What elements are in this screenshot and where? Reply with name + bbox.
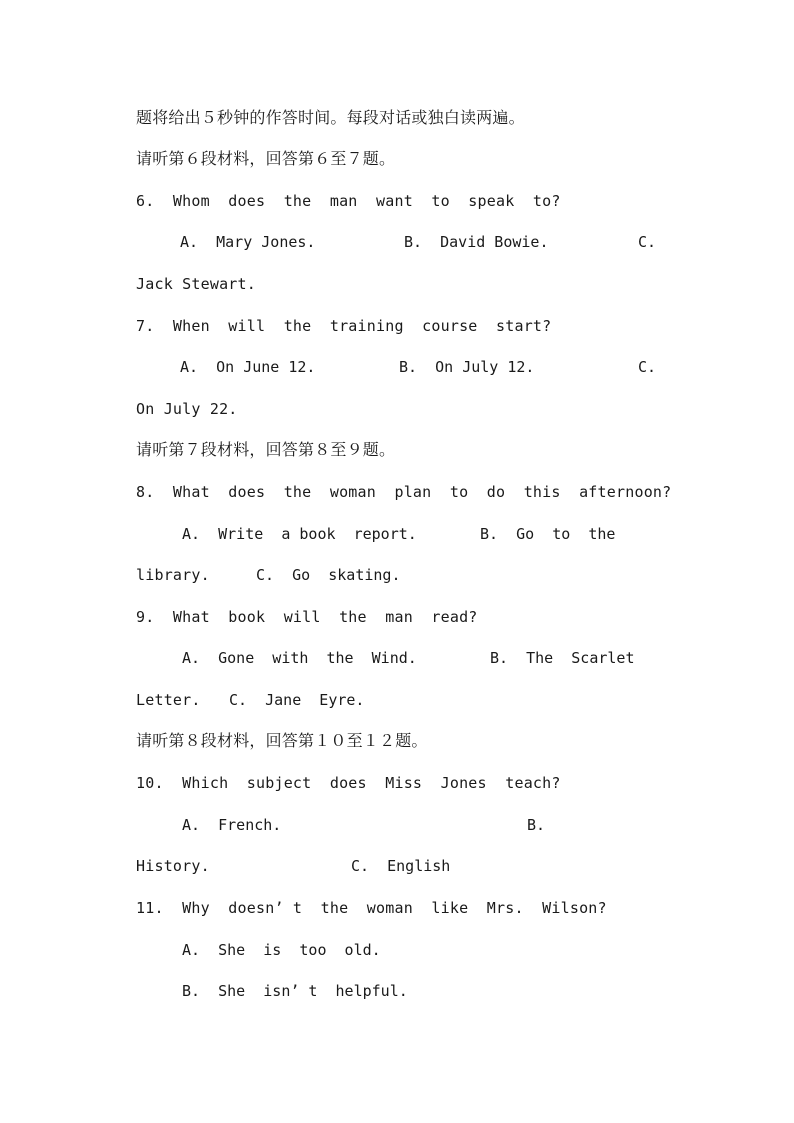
q7-option-b: B. On July 12. — [399, 358, 535, 376]
question-8: 8. What does the woman plan to do this afternoon? — [136, 483, 672, 501]
q9-option-b: B. The Scarlet — [490, 649, 635, 667]
q8-option-a: A. Write a book report. — [182, 525, 417, 543]
q11-option-a: A. She is too old. — [182, 941, 381, 959]
question-7: 7. When will the training course start? — [136, 317, 552, 335]
q10-option-c: C. English — [351, 857, 451, 875]
q7-option-a: A. On June 12. — [180, 358, 316, 376]
q7-option-c-label: C. — [638, 358, 657, 376]
q9-option-c: C. Jane Eyre. — [229, 691, 365, 709]
q8-option-c: C. Go skating. — [256, 566, 401, 584]
section-header-6: 请听第６段材料，回答第６至７题。 — [136, 149, 396, 168]
q8-option-b: B. Go to the — [480, 525, 616, 543]
q10-option-b-text: History. — [136, 857, 210, 875]
q6-option-a: A. Mary Jones. — [180, 233, 316, 251]
question-10: 10. Which subject does Miss Jones teach? — [136, 774, 561, 792]
q6-option-b: B. David Bowie. — [404, 233, 549, 251]
q9-option-b-text: Letter. — [136, 691, 201, 709]
q10-option-a: A. French. — [182, 816, 282, 834]
q10-option-b-label: B. — [527, 816, 546, 834]
section-header-7: 请听第７段材料，回答第８至９题。 — [136, 440, 396, 459]
q7-option-c-text: On July 22. — [136, 400, 238, 418]
instruction-line: 题将给出５秒钟的作答时间。每段对话或独白读两遍。 — [136, 108, 525, 127]
q6-option-c-text: Jack Stewart. — [136, 275, 256, 293]
q9-option-a: A. Gone with the Wind. — [182, 649, 417, 667]
question-11: 11. Why doesn’ t the woman like Mrs. Wilson? — [136, 899, 607, 917]
question-6: 6. Whom does the man want to speak to? — [136, 192, 561, 210]
q11-option-b: B. She isn’ t helpful. — [182, 982, 408, 1000]
q6-option-c-label: C. — [638, 233, 657, 251]
q8-option-b-text: library. — [136, 566, 210, 584]
section-header-8: 请听第８段材料，回答第１０至１２题。 — [136, 731, 428, 750]
question-9: 9. What book will the man read? — [136, 608, 478, 626]
